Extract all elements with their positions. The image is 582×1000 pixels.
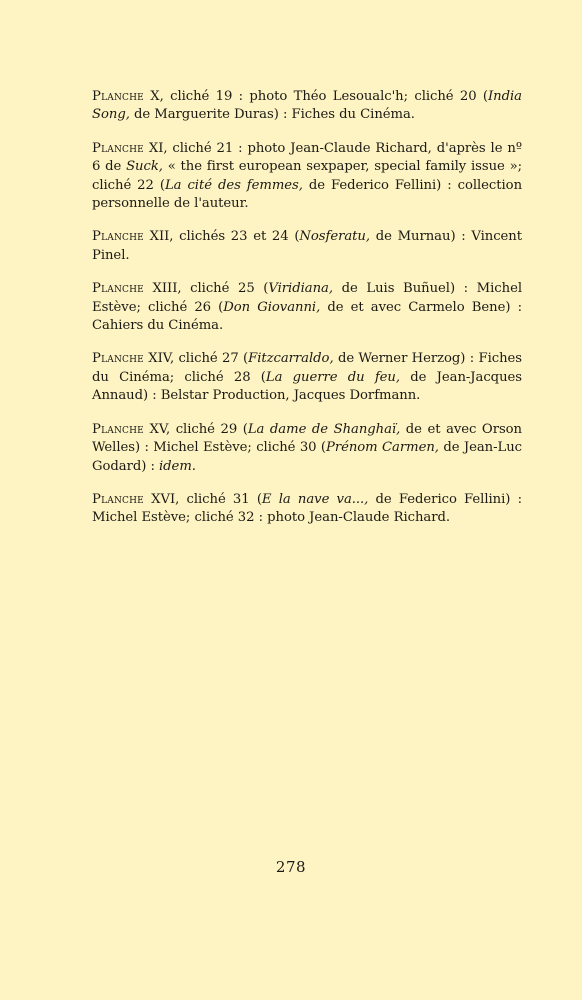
credit-text: cliché 25 ( <box>190 281 269 297</box>
page-number: 278 <box>275 858 307 876</box>
credit-entry <box>92 421 522 476</box>
planche-label: Planche <box>92 229 144 245</box>
credit-text: de et avec Orson Welles) : Michel Estève; cliché 30 ( <box>92 421 522 456</box>
credit-entry <box>92 140 522 214</box>
work-title: La dame de Shanghaï, <box>247 421 401 437</box>
planche-number: X, <box>143 89 171 104</box>
credit-entry <box>92 280 522 335</box>
credit-text: clichés 23 et 24 ( <box>179 229 300 245</box>
planche-number: XIV, <box>143 351 179 367</box>
planche-number: XI, <box>143 140 173 156</box>
planche-label: Planche <box>92 351 144 367</box>
credit-text: de Federico Fellini) : Michel Estève; cliché 32 : photo Jean-Claude Richard. <box>92 491 523 526</box>
illustration-credits-list <box>92 88 522 543</box>
credit-text: cliché 31 ( <box>186 491 262 507</box>
work-title: Fitzcarraldo, <box>248 351 334 367</box>
work-title: E la nave va..., <box>261 491 369 507</box>
credit-text: « the first european sexpaper, special family issue »; cliché 22 ( <box>92 159 522 193</box>
work-title: idem. <box>159 458 196 474</box>
credit-entry <box>92 228 522 265</box>
credit-text: de Luis Buñuel) : Michel Estève; cliché 26 ( <box>92 281 522 315</box>
planche-number: XII, <box>143 229 180 245</box>
work-title: La guerre du feu, <box>265 369 400 385</box>
credit-text: de Jean-Jacques Annaud) : Belstar Production, Jacques Dorfmann. <box>92 369 522 404</box>
credit-text: de Jean-Luc Godard) : <box>92 440 522 474</box>
credit-text: de Marguerite Duras) : Fiches du Cinéma. <box>129 107 415 123</box>
planche-label: Planche <box>92 89 144 104</box>
planche-number: XV, <box>143 421 176 437</box>
work-title: La cité des femmes, <box>164 177 303 193</box>
work-title: Suck, <box>126 159 163 175</box>
planche-number: XVI, <box>143 491 187 507</box>
credit-text: de Werner Herzog) : Fiches du Cinéma; cliché 28 ( <box>92 351 522 385</box>
planche-label: Planche <box>92 140 144 156</box>
credit-entry <box>92 491 522 528</box>
credit-text: cliché 29 ( <box>175 421 248 437</box>
work-title: India Song, <box>92 89 522 123</box>
credit-text: cliché 21 : photo Jean-Claude Richard, d'après le nº 6 de <box>92 140 522 175</box>
work-title: Viridiana, <box>268 281 333 297</box>
planche-number: XIII, <box>143 281 191 297</box>
credit-text: de Federico Fellini) : collection personnelle de l'auteur. <box>92 177 523 212</box>
planche-label: Planche <box>92 491 144 507</box>
planche-label: Planche <box>92 421 144 437</box>
credit-text: de Murnau) : Vincent Pinel. <box>92 229 522 263</box>
credit-text: cliché 19 : photo Théo Lesoualc'h; cliché 20 ( <box>170 89 489 104</box>
credit-entry <box>92 88 522 125</box>
credit-text: cliché 27 ( <box>178 351 249 367</box>
work-title: Prénom Carmen, <box>326 440 439 456</box>
planche-label: Planche <box>92 281 144 297</box>
work-title: Nosferatu, <box>299 229 371 245</box>
work-title: Don Giovanni, <box>223 299 321 315</box>
credit-entry <box>92 350 522 405</box>
credit-text: de et avec Carmelo Bene) : Cahiers du Cinéma. <box>92 299 522 334</box>
